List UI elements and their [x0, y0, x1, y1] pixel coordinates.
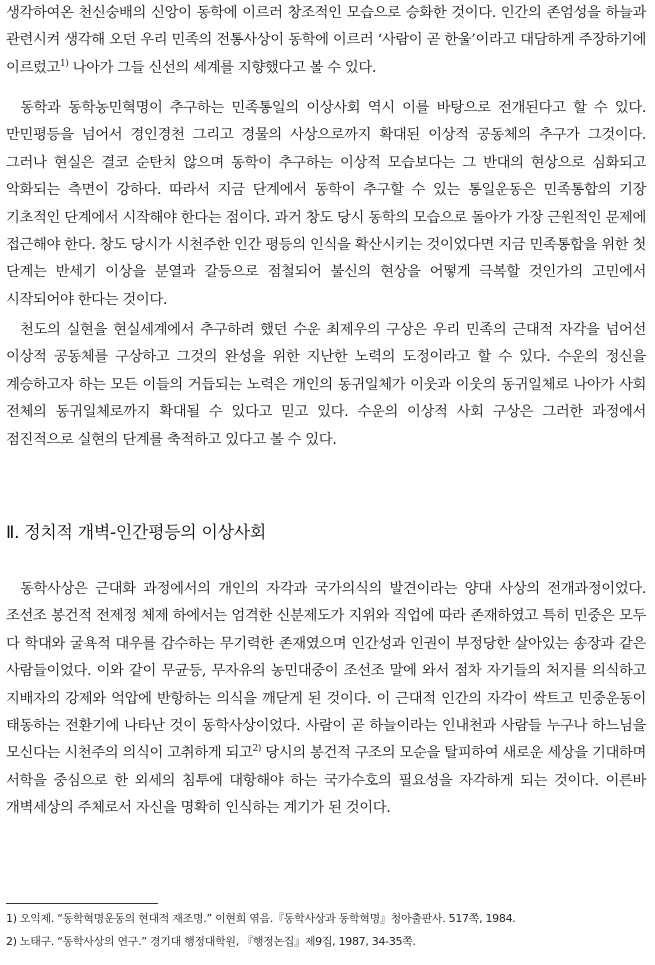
paragraph-3-text: 천도의 실현을 현실세계에서 추구하려 했던 수운 최제우의 구상은 우리 민족의 근대적 자각을 넘어선 이상적 공동체를 구상하고 그것의 완성을 위한 지난한 노력의 도정이라고 할 수 있다. 수운의 정신을 계승하고자 하는 모든 이들의 거듭되는 노력은 개인의 동귀일체가 이웃과 이웃의 동귀일체로 나아가 사회 전체의 동귀일체로까지 확대될 수 있다고 믿고 있다. 수운의 이상적 사회 구상은 그러한 과정에서 점진적으로 실현의 단계를 축적하고 있다고 볼 수 있다. [6, 322, 646, 448]
paragraph-2-text: 동학과 동학농민혁명이 추구하는 민족통일의 이상사회 역시 이를 바탕으로 전개된다고 할 수 있다. 만민평등을 넘어서 경인경천 그리고 경물의 사상으로까지 확대된 이상적 공동체의 추구가 그것이다. 그러나 현실은 결코 순탄치 않으며 동학이 추구하는 이상적 모습보다는 그 반대의 현상으로 심화되고 악화되는 측면이 강하다. 따라서 지금 단계에서 동학이 추구할 수 있는 통일운동은 민족통합의 기장 기초적인 단계에서 시작해야 한다는 점이다. 과거 창도 당시 동학의 모습으로 돌아가 가장 근원적인 문제에 접근해야 한다. 창도 당시가 시천주한 인간 평등의 인식을 확산시키는 것이었다면 지금 민족통합을 위한 첫 단계는 반세기 이상을 분열과 갈등으로 점철되어 불신의 현상을 어떻게 극복할 것인가의 고민에서 시작되어야 한다는 것이다. [6, 100, 646, 308]
body-paragraph-1 [6, 0, 646, 82]
footnote-ref-2[interactable]: 2) [252, 744, 261, 755]
footnote-divider [6, 903, 158, 904]
section-heading: Ⅱ. 정치적 개벽-인간평등의 이상사회 [6, 523, 267, 543]
footnote-1: 1) 오익제. “동학혁명운동의 현대적 재조명.” 이현희 엮음.『동학사상과 동학혁명』청아출판사. 517쪽, 1984. [6, 912, 516, 925]
body-paragraph-4 [6, 576, 646, 823]
paragraph-4-text: 동학사상은 근대화 과정에서의 개인의 자각과 국가의식의 발견이라는 양대 사상의 전개과정이었다. 조선조 봉건적 전제정 체제 하에서는 엄격한 신분제도가 지위와 직업에 따라 존재하였고 특히 민중은 모두 다 학대와 굴욕적 대우를 감수하는 무기력한 존재였으며 인간성과 인권이 부정당한 살아있는 송장과 같은 사람들이었다. 이와 같이 무균등, 무자유의 농민대중이 조선조 말에 와서 점차 자기들의 처지를 의식하고 지배자의 강제와 억압에 반항하는 의식을 깨닫게 된 것이다. 이 근대적 인간의 자각이 싹트고 민중운동이 태동하는 전환기에 나타난 것이 동학사상이었다. 사람이 곧 하늘이라는 인내천과 사람들 누구나 하느님을 모신다는 시천주의 의식이 고취하게 되고 [6, 581, 646, 762]
paragraph-1-text-after: 나아가 그들 신선의 세계를 지향했다고 볼 수 있다. [68, 59, 377, 76]
footnote-ref-1[interactable]: 1) [60, 59, 69, 70]
paragraph-4-text-after: 당시의 봉건적 구조의 모순을 탈피하여 새로운 세상을 기대하며 서학을 중심으로 한 외세의 침투에 대항해야 하는 국가수호의 필요성을 자각하게 되는 것이다. 이른바 개벽세상의 주체로서 자신을 명확히 인식하는 계기가 된 것이다. [6, 745, 646, 817]
footnote-2: 2) 노태구. “동학사상의 연구.” 경기대 행정대학원, 『행정논집』제9집, 1987, 34-35쪽. [6, 935, 416, 948]
body-paragraph-3 [6, 317, 646, 454]
body-paragraph-2 [6, 95, 646, 314]
paragraph-1-text: 생각하여온 천신숭배의 신앙이 동학에 이르러 창조적인 모습으로 승화한 것이다. 인간의 존엄성을 하늘과 관련시켜 생각해 오던 우리 민족의 전통사상이 동학에 이르러 ‘사람이 곧 한울’이라고 대담하게 주장하기에 이르렀고 [6, 5, 646, 76]
